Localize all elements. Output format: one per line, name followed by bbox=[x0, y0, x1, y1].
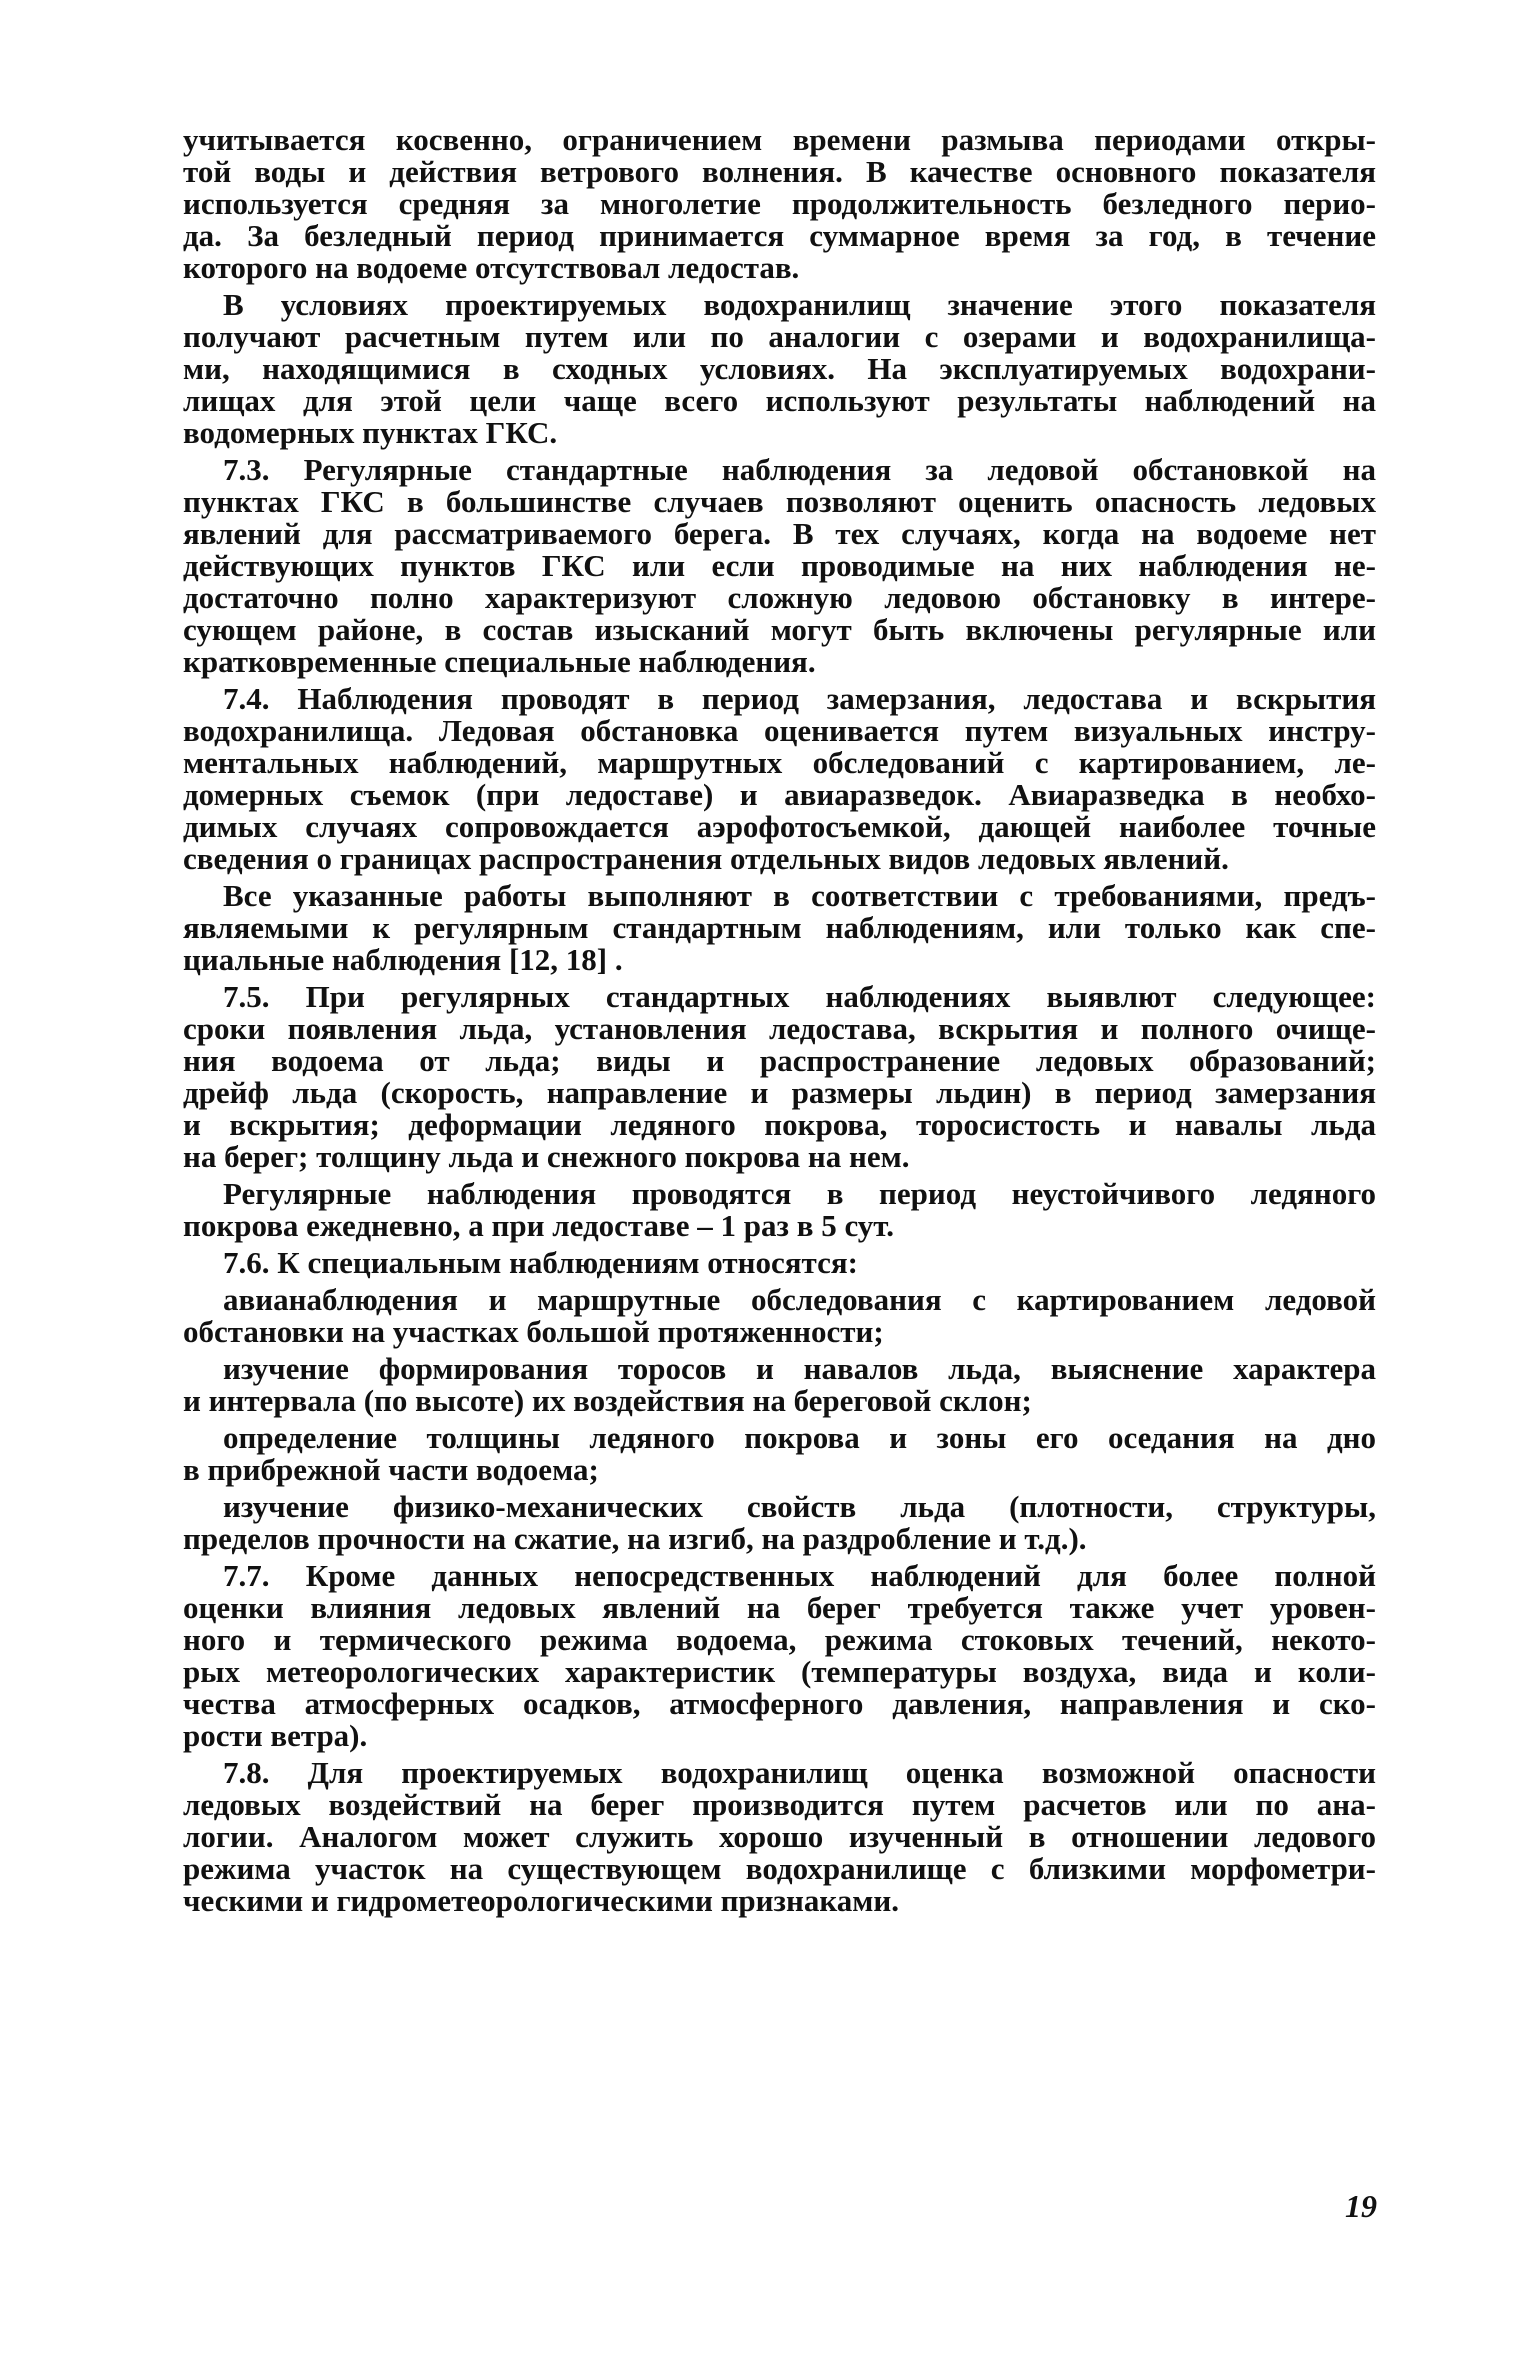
text-line: Регулярные наблюдения проводятся в период неустойчивого ледяного bbox=[223, 1176, 1376, 1211]
text-line: и вскрытия; деформации ледяного покрова, торосистость и навалы льда bbox=[183, 1107, 1376, 1142]
text-line: дрейф льда (скорость, направление и размеры льдин) в период замерзания bbox=[183, 1075, 1376, 1110]
text-line: пределов прочности на сжатие, на изгиб, на раздробление и т.д.). bbox=[183, 1521, 1087, 1556]
text-line: рых метеорологических характеристик (температуры воздуха, вида и коли- bbox=[183, 1654, 1376, 1689]
text-line: той воды и действия ветрового волнения. В качестве основного показателя bbox=[183, 154, 1376, 189]
text-line: действующих пунктов ГКС или если проводимые на них наблюдения не- bbox=[183, 548, 1376, 583]
paragraph bbox=[183, 880, 1376, 976]
paragraph bbox=[183, 124, 1376, 284]
text-line: циальные наблюдения [12, 18] . bbox=[183, 942, 623, 977]
text-line: оценки влияния ледовых явлений на берег требуется также учет уровен- bbox=[183, 1590, 1376, 1625]
text-line: покрова ежедневно, а при ледоставе – 1 раз в 5 сут. bbox=[183, 1208, 894, 1243]
text-line: определение толщины ледяного покрова и зоны его оседания на дно bbox=[223, 1420, 1376, 1455]
paragraph bbox=[183, 1178, 1376, 1242]
text-line: на берег; толщину льда и снежного покрова на нем. bbox=[183, 1139, 910, 1174]
paragraph bbox=[183, 1560, 1376, 1752]
text-line: ного и термического режима водоема, режима стоковых течений, некото- bbox=[183, 1622, 1376, 1657]
paragraph bbox=[183, 1353, 1376, 1417]
text-line: 7.3. Регулярные стандартные наблюдения за ледовой обстановкой на bbox=[223, 452, 1376, 487]
text-line: и интервала (по высоте) их воздействия на береговой склон; bbox=[183, 1383, 1032, 1418]
text-line: учитывается косвенно, ограничением времени размыва периодами откры- bbox=[183, 122, 1376, 157]
text-line: режима участок на существующем водохранилище с близкими морфометри- bbox=[183, 1851, 1376, 1886]
text-line: 7.7. Кроме данных непосредственных наблюдений для более полной bbox=[223, 1558, 1376, 1593]
text-line: домерных съемок (при ледоставе) и авиаразведок. Авиаразведка в необхо- bbox=[183, 777, 1376, 812]
paragraph bbox=[183, 1247, 1376, 1279]
text-line: димых случаях сопровождается аэрофотосъемкой, дающей наиболее точные bbox=[183, 809, 1376, 844]
text-line: ледовых воздействий на берег производится путем расчетов или по ана- bbox=[183, 1787, 1376, 1822]
page-number: 19 bbox=[1345, 2188, 1377, 2224]
text-line: В условиях проектируемых водохранилищ значение этого показателя bbox=[223, 287, 1376, 322]
paragraph bbox=[183, 289, 1376, 449]
text-line: изучение формирования торосов и навалов льда, выяснение характера bbox=[223, 1351, 1376, 1386]
paragraph bbox=[183, 683, 1376, 875]
text-line: кратковременные специальные наблюдения. bbox=[183, 644, 816, 679]
text-line: сведения о границах распространения отдельных видов ледовых явлений. bbox=[183, 841, 1229, 876]
text-line: лищах для этой цели чаще всего используют результаты наблюдений на bbox=[183, 383, 1376, 418]
text-line: чества атмосферных осадков, атмосферного давления, направления и ско- bbox=[183, 1686, 1376, 1721]
text-line: используется средняя за многолетие продолжительность безледного перио- bbox=[183, 186, 1376, 221]
paragraph bbox=[183, 981, 1376, 1173]
text-line: достаточно полно характеризуют сложную ледовою обстановку в интере- bbox=[183, 580, 1376, 615]
text-line: рости ветра). bbox=[183, 1718, 368, 1753]
text-line: сроки появления льда, установления ледостава, вскрытия и полного очище- bbox=[183, 1011, 1376, 1046]
text-line: авианаблюдения и маршрутные обследования с картированием ледовой bbox=[223, 1282, 1376, 1317]
text-line: 7.8. Для проектируемых водохранилищ оценка возможной опасности bbox=[223, 1755, 1376, 1790]
text-line: в прибрежной части водоема; bbox=[183, 1452, 599, 1487]
paragraph bbox=[183, 1422, 1376, 1486]
text-line: ния водоема от льда; виды и распространение ледовых образований; bbox=[183, 1043, 1376, 1078]
text-line: ми, находящимися в сходных условиях. На эксплуатируемых водохрани- bbox=[183, 351, 1376, 386]
text-line: Все указанные работы выполняют в соответствии с требованиями, предъ- bbox=[223, 878, 1376, 913]
paragraph bbox=[183, 454, 1376, 678]
paragraph bbox=[183, 1757, 1376, 1917]
text-line: да. За безледный период принимается суммарное время за год, в течение bbox=[183, 218, 1376, 253]
text-line: пунктах ГКС в большинстве случаев позволяют оценить опасность ледовых bbox=[183, 484, 1376, 519]
text-line: обстановки на участках большой протяженности; bbox=[183, 1314, 884, 1349]
paragraph bbox=[183, 1491, 1376, 1555]
text-line: логии. Аналогом может служить хорошо изученный в отношении ледового bbox=[183, 1819, 1376, 1854]
text-line: сующем районе, в состав изысканий могут быть включены регулярные или bbox=[183, 612, 1376, 647]
text-line: которого на водоеме отсутствовал ледостав. bbox=[183, 250, 800, 285]
text-line: водохранилища. Ледовая обстановка оценивается путем визуальных инстру- bbox=[183, 713, 1376, 748]
text-line: являемыми к регулярным стандартным наблюдениям, или только как спе- bbox=[183, 910, 1376, 945]
text-line: 7.4. Наблюдения проводят в период замерзания, ледостава и вскрытия bbox=[223, 681, 1376, 716]
text-line: 7.6. К специальным наблюдениям относятся: bbox=[223, 1245, 858, 1280]
text-line: водомерных пунктах ГКС. bbox=[183, 415, 558, 450]
text-line: явлений для рассматриваемого берега. В тех случаях, когда на водоеме нет bbox=[183, 516, 1376, 551]
text-line: ческими и гидрометеорологическими признаками. bbox=[183, 1883, 899, 1918]
body-text bbox=[183, 124, 1376, 1922]
paragraph bbox=[183, 1284, 1376, 1348]
text-line: 7.5. При регулярных стандартных наблюдениях выявлют следующее: bbox=[223, 979, 1376, 1014]
text-line: получают расчетным путем или по аналогии с озерами и водохранилища- bbox=[183, 319, 1376, 354]
text-line: ментальных наблюдений, маршрутных обследований с картированием, ле- bbox=[183, 745, 1376, 780]
text-line: изучение физико-механических свойств льда (плотности, структуры, bbox=[223, 1489, 1376, 1524]
